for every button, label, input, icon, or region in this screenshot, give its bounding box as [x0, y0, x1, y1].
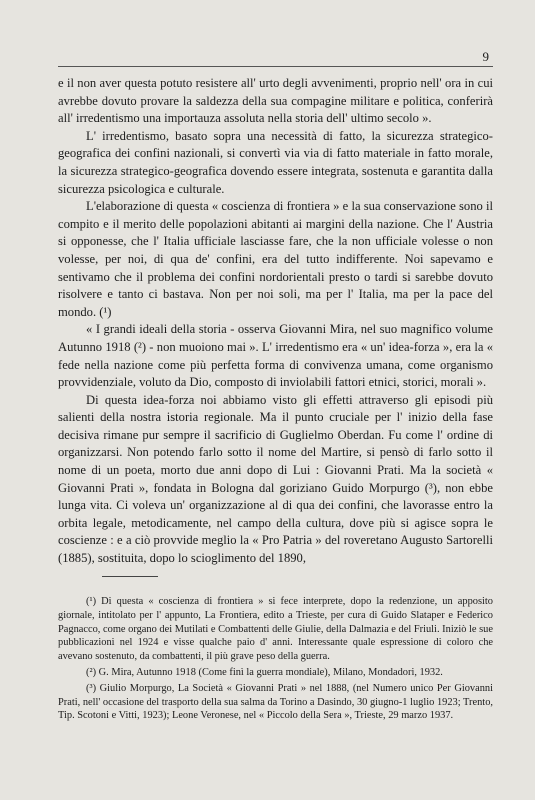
header-rule — [58, 66, 493, 67]
page-number: 9 — [482, 49, 489, 64]
footnote: (¹) Di questa « coscienza di frontiera » si fece interprete, dopo la redenzione, un apposito giornale, intitolato per l' appunto, La Frontiera, edito a Trieste, per cura di Guido Slataper e Federico Pagnacco, come organo dei Mutilati e Combattenti delle Giulie, della Dalmazia e del Friuli. Iniziò le sue pubblicazioni nel 1924 e visse qualche paio d' anni. Interessante quale espressione di coloro che avevano sostenuto, da combattenti, il più grave peso della guerra. — [58, 596, 493, 663]
footnote: (²) G. Mira, Autunno 1918 (Come finì la guerra mondiale), Milano, Mondadori, 1932. — [86, 666, 443, 678]
paragraph: « I grandi ideali della storia - osserva Giovanni Mira, nel suo magnifico volume Autunno 1918 (²) - non muoiono mai ». L' irredentismo era « un' idea-forza », era la « fede nella nazione come più perfetta forma di convivenza umana, come organismo provvidenziale, voluto da Dio, composto di inviolabili fattori etnici, storici, morali ». — [58, 322, 493, 390]
footnote: (³) Giulio Morpurgo, La Società « Giovanni Prati » nel 1888, (nel Numero unico Per Giovanni Prati, nell' occasione del trasporto della sua salma da Torino a Dasindo, 30 giugno-1 luglio 1923; Trento, Tip. Scotoni e Vitti, 1923); Leone Veronese, nel « Piccolo della Sera », Trieste, 29 marzo 1937. — [58, 682, 493, 722]
body-text — [58, 75, 493, 568]
paragraph: L'elaborazione di questa « coscienza di frontiera » e la sua conservazione sono il compito e il merito delle popolazioni abitanti ai margini della nazione. Che l' Austria si opponesse, che l' Italia ufficiale lasciasse fare, che la non ufficiale volesse o non volesse, per noi, di qua de' confini, era del tutto indifferente. Noi sapevamo e sentivamo che il problema dei confini nordorientali presto o tardi si sarebbe dovuto risolvere e tanto ci bastava. Non per noi soli, ma per l' Italia, ma per la pace del mondo. (¹) — [58, 199, 493, 319]
paragraph: Di questa idea-forza noi abbiamo visto gli effetti attraverso gli episodi più salienti della nostra istoria regionale. Ma il punto cruciale per l' inizio della fase decisiva rimane pur sempre il sacrificio di Guglielmo Oberdan. Fu come l' ordine di organizzarsi. Non potendo farlo sotto il nome del Martire, si pensò di farlo sotto il nome di un poeta, morto due anni dopo di Lui : Giovanni Prati. Ma la società « Giovanni Prati », fondata in Bologna dal goriziano Guido Morpurgo (³), non ebbe lunga vita. Ci voleva un' organizzazione al di qua dei confini, che lavorasse entro la orbita legale, metodicamente, nel campo della cultura, dove più si agisce sopra le coscienze : e a ciò provvide meglio la « Pro Patria » del roveretano Augusto Sartorelli (1885), sostituita, dopo lo scioglimento del 1890, — [58, 392, 493, 566]
paragraph: L' irredentismo, basato sopra una necessità di fatto, la sicurezza strategico-geografica dei confini nazionali, si convertì via via di fatto materiale in fatto morale, la sicurezza strategico-geografica dovendo essere integrata, sostenuta e garantita dalla sicurezza psicologica e culturale. — [58, 128, 493, 196]
footnotes — [58, 595, 493, 725]
footnote-rule — [102, 576, 158, 577]
paragraph: e il non aver questa potuto resistere all' urto degli avvenimenti, proprio nell' ora in cui avrebbe dovuto provare la saldezza della sua compagine militare e politica, conferirà all' irredentismo una importauza assoluta nella storia dell' ultimo secolo ». — [58, 76, 493, 126]
